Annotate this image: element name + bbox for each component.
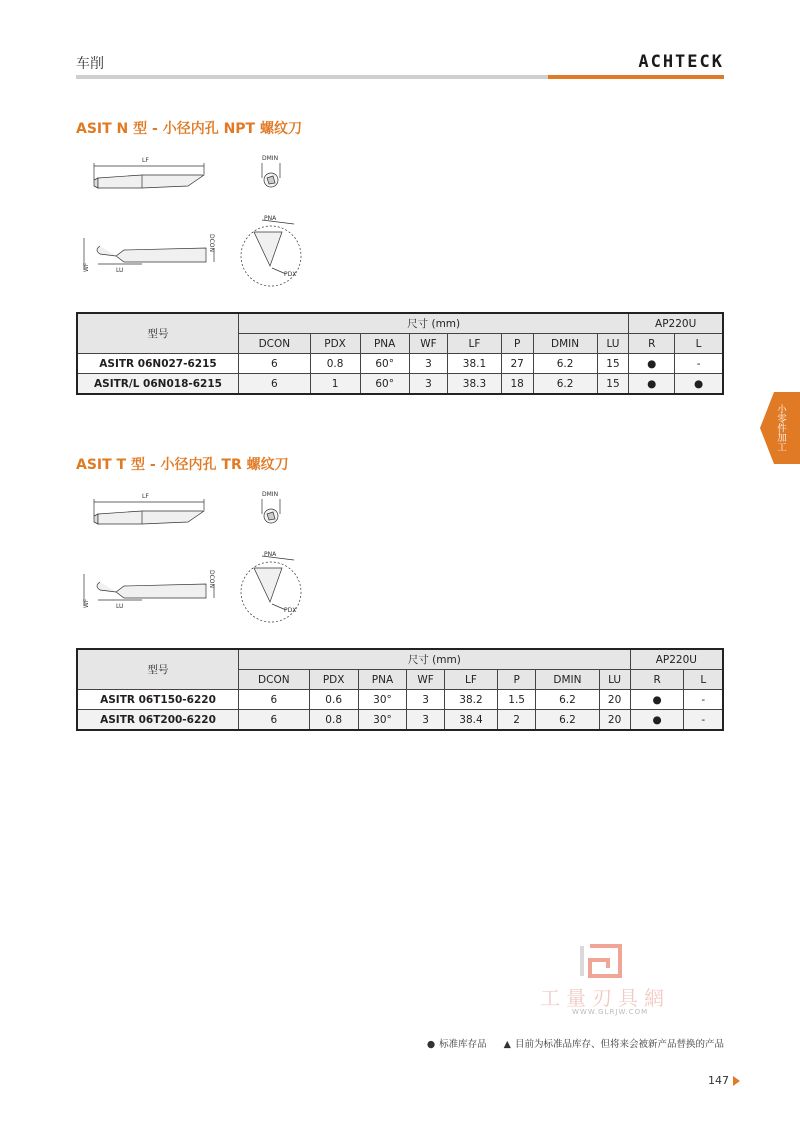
- dcon-label: DCON: [208, 234, 215, 253]
- value-cell: 20: [599, 690, 630, 710]
- col-l: L: [675, 334, 723, 354]
- model-header: 型号: [77, 649, 239, 690]
- value-cell: 30°: [358, 710, 407, 731]
- value-cell: 15: [597, 374, 629, 395]
- col-p: P: [497, 670, 535, 690]
- pdx-label: PDX: [284, 271, 297, 278]
- value-cell: 15: [597, 354, 629, 374]
- value-cell: 3: [409, 354, 447, 374]
- tool-side-view: [94, 163, 204, 188]
- brand-logo: ACHTECK: [638, 52, 724, 72]
- col-wf: WF: [407, 670, 445, 690]
- next-arrow-icon: [733, 1076, 740, 1086]
- size-header: 尺寸 (mm): [239, 313, 629, 334]
- value-cell: 6.2: [536, 710, 599, 731]
- table-row: [77, 374, 723, 395]
- watermark-logo-icon: [580, 944, 624, 978]
- value-cell: 0.6: [309, 690, 358, 710]
- col-pdx: PDX: [309, 670, 358, 690]
- value-cell: 30°: [358, 690, 407, 710]
- value-cell: 38.3: [448, 374, 502, 395]
- col-l: L: [684, 670, 723, 690]
- col-lu: LU: [599, 670, 630, 690]
- col-r: R: [630, 670, 684, 690]
- stock-legend-text: 标准库存品: [439, 1039, 487, 1050]
- tool-end-view: [262, 163, 280, 187]
- replace-symbol: ▲: [503, 1039, 511, 1050]
- value-cell: 0.8: [309, 710, 358, 731]
- value-cell: 38.4: [445, 710, 498, 731]
- col-pdx: PDX: [310, 334, 360, 354]
- dmin-label: DMIN: [262, 491, 279, 498]
- table-row: [77, 710, 723, 731]
- tool-bottom-view: [84, 574, 214, 606]
- col-dcon: DCON: [239, 670, 310, 690]
- tool-drawing-t: [76, 486, 316, 626]
- value-cell: 3: [407, 690, 445, 710]
- lf-label: LF: [142, 493, 149, 500]
- value-cell: 0.8: [310, 354, 360, 374]
- wf-label: WF: [83, 598, 90, 608]
- stock-symbol: ●: [426, 1039, 436, 1050]
- stock-l-cell: ●: [675, 374, 723, 395]
- table-row: [77, 690, 723, 710]
- stock-r-cell: ●: [629, 354, 675, 374]
- col-pna: PNA: [360, 334, 409, 354]
- stock-r-cell: ●: [630, 690, 684, 710]
- tool-bottom-view: [84, 238, 214, 270]
- wf-label: WF: [83, 262, 90, 272]
- grade-header: AP220U: [630, 649, 723, 670]
- header-category: 车削: [76, 56, 104, 72]
- header-rule-gray: [76, 75, 548, 79]
- col-pna: PNA: [358, 670, 407, 690]
- value-cell: 20: [599, 710, 630, 731]
- model-cell: ASITR/L 06N018-6215: [77, 374, 239, 395]
- spec-table-t: [76, 648, 724, 731]
- col-dmin: DMIN: [533, 334, 597, 354]
- col-lf: LF: [445, 670, 498, 690]
- side-tab-label: 小零件加工: [775, 404, 786, 452]
- value-cell: 38.1: [448, 354, 502, 374]
- value-cell: 6: [239, 354, 311, 374]
- value-cell: 38.2: [445, 690, 498, 710]
- model-cell: ASITR 06N027-6215: [77, 354, 239, 374]
- col-r: R: [629, 334, 675, 354]
- value-cell: 6.2: [536, 690, 599, 710]
- size-header: 尺寸 (mm): [239, 649, 631, 670]
- lf-label: LF: [142, 157, 149, 164]
- section-title: ASIT N 型 - 小径内孔 NPT 螺纹刀: [76, 121, 302, 137]
- tool-drawing-n: [76, 150, 316, 290]
- page-number: [708, 1074, 740, 1087]
- col-p: P: [501, 334, 533, 354]
- page-number-text: 147: [708, 1074, 729, 1087]
- value-cell: 6: [239, 374, 311, 395]
- value-cell: 6.2: [533, 374, 597, 395]
- col-lf: LF: [448, 334, 502, 354]
- stock-r-cell: ●: [630, 710, 684, 731]
- dmin-label: DMIN: [262, 155, 279, 162]
- stock-l-cell: -: [684, 710, 723, 731]
- watermark-text: 工量刃具網: [540, 986, 670, 1010]
- value-cell: 1.5: [497, 690, 535, 710]
- value-cell: 2: [497, 710, 535, 731]
- model-header: 型号: [77, 313, 239, 354]
- col-lu: LU: [597, 334, 629, 354]
- stock-r-cell: ●: [629, 374, 675, 395]
- value-cell: 18: [501, 374, 533, 395]
- value-cell: 3: [409, 374, 447, 395]
- lu-label: LU: [116, 267, 124, 274]
- value-cell: 60°: [360, 354, 409, 374]
- model-cell: ASITR 06T150-6220: [77, 690, 239, 710]
- value-cell: 6: [239, 710, 310, 731]
- header-rule-orange: [548, 75, 724, 79]
- table-row: [77, 354, 723, 374]
- grade-header: AP220U: [629, 313, 723, 334]
- pdx-label: PDX: [284, 607, 297, 614]
- value-cell: 6: [239, 690, 310, 710]
- value-cell: 6.2: [533, 354, 597, 374]
- spec-table-n: [76, 312, 724, 395]
- col-dmin: DMIN: [536, 670, 599, 690]
- tool-end-view: [262, 499, 280, 523]
- section-title: ASIT T 型 - 小径内孔 TR 螺纹刀: [76, 457, 289, 473]
- pna-label: PNA: [264, 215, 277, 222]
- dcon-label: DCON: [208, 570, 215, 589]
- model-cell: ASITR 06T200-6220: [77, 710, 239, 731]
- value-cell: 1: [310, 374, 360, 395]
- pna-label: PNA: [264, 551, 277, 558]
- stock-l-cell: -: [675, 354, 723, 374]
- legend: [423, 1036, 724, 1050]
- replace-legend-text: 目前为标准品库存、但将来会被新产品替换的产品: [514, 1039, 724, 1050]
- value-cell: 60°: [360, 374, 409, 395]
- col-dcon: DCON: [239, 334, 311, 354]
- watermark-url: WWW.GLRJW.COM: [572, 1008, 649, 1016]
- value-cell: 27: [501, 354, 533, 374]
- col-wf: WF: [409, 334, 447, 354]
- stock-l-cell: -: [684, 690, 723, 710]
- tool-side-view: [94, 499, 204, 524]
- value-cell: 3: [407, 710, 445, 731]
- lu-label: LU: [116, 603, 124, 610]
